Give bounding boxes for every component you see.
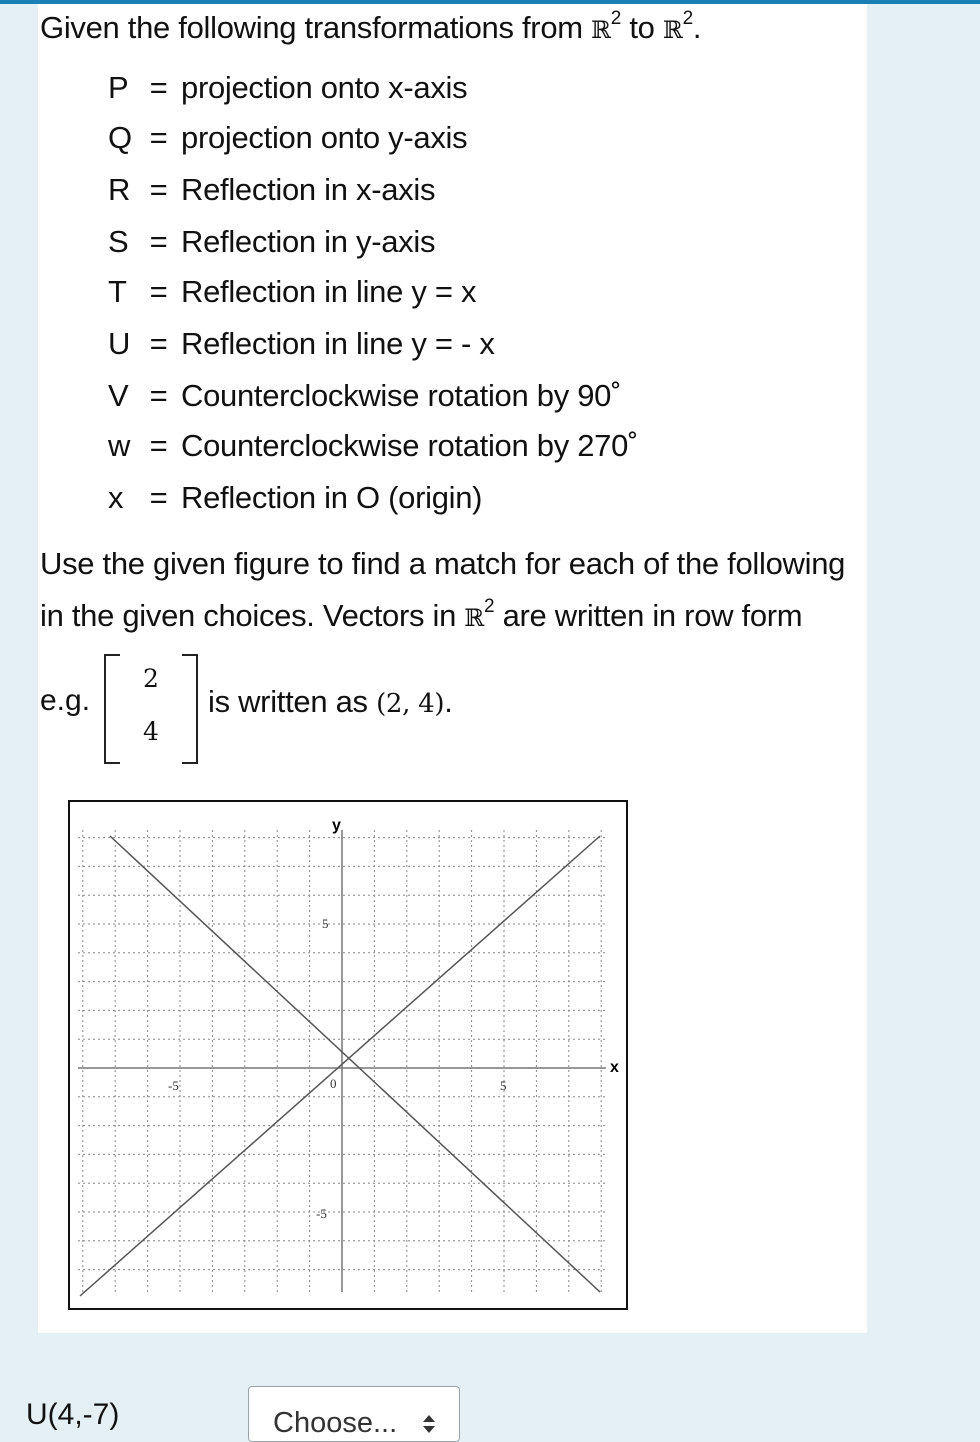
intro-text <box>40 10 701 46</box>
transformation-item <box>108 378 621 418</box>
equals-sign: = <box>149 274 168 309</box>
tick-label-x-neg5: -5 <box>168 1078 179 1093</box>
transformation-description: projection onto y-axis <box>181 120 468 155</box>
transformation-description: Reflection in y-axis <box>181 224 436 259</box>
vector-top-entry: 2 <box>143 664 159 693</box>
transformation-letter: S <box>108 224 129 259</box>
x-axis-label: x <box>610 1059 619 1076</box>
question-panel <box>38 4 867 1333</box>
intro-period: . <box>692 10 702 45</box>
coordinate-plane <box>68 800 628 1310</box>
instructions-text: in the given choices. Vectors in <box>40 598 465 633</box>
transformation-letter: x <box>108 480 124 515</box>
transformation-item <box>108 224 435 264</box>
transformation-letter: T <box>108 274 127 309</box>
equals-sign: = <box>149 70 168 105</box>
question-label: U(4,-7) <box>26 1398 120 1431</box>
tick-label-y-neg5: -5 <box>316 1206 327 1221</box>
transformation-description: Reflection in line y = - x <box>181 326 495 361</box>
origin-label: 0 <box>330 1076 337 1091</box>
instructions-text: are written in row form <box>494 598 803 633</box>
transformation-letter: R <box>108 172 131 207</box>
transformation-item <box>108 274 476 314</box>
y-axis-label: y <box>332 817 341 834</box>
tick-label-x-pos5: 5 <box>500 1078 507 1093</box>
transformation-description: Reflection in x-axis <box>181 172 436 207</box>
transformation-description: Counterclockwise rotation by 90˚ <box>181 378 622 413</box>
transformation-description: Reflection in O (origin) <box>181 480 483 515</box>
equals-sign: = <box>149 326 168 361</box>
figure-border <box>69 801 627 1309</box>
set-symbol: ℝ <box>591 16 611 44</box>
tick-label-y-pos5: 5 <box>322 916 329 931</box>
equals-sign: = <box>149 224 168 259</box>
equals-sign: = <box>149 428 168 463</box>
instructions-line-2 <box>40 598 802 634</box>
transformation-item <box>108 326 495 366</box>
equals-sign: = <box>149 378 168 413</box>
transformation-description: Reflection in line y = x <box>181 274 477 309</box>
exponent: 2 <box>682 8 693 29</box>
example-label: e.g. <box>40 684 91 717</box>
example-text <box>208 684 453 720</box>
example-row-vector: (2, 4) <box>376 689 445 719</box>
transformation-letter: V <box>108 378 129 413</box>
exponent: 2 <box>610 8 622 29</box>
intro-prefix: Given the following transformations from <box>40 10 592 45</box>
equals-sign: = <box>149 172 168 207</box>
answer-select[interactable] <box>248 1386 460 1442</box>
column-vector-example <box>104 654 198 762</box>
equals-sign: = <box>149 120 168 155</box>
vector-bottom-entry: 4 <box>143 717 159 746</box>
set-symbol: ℝ <box>464 604 484 632</box>
transformation-letter: P <box>108 70 129 105</box>
coordinate-figure <box>68 800 628 1310</box>
transformation-item <box>108 70 467 110</box>
select-value: Choose... <box>273 1407 398 1439</box>
transformation-letter: U <box>108 326 131 361</box>
transformation-letter: w <box>108 428 131 463</box>
set-symbol: ℝ <box>662 16 683 44</box>
intro-to: to <box>621 10 663 45</box>
equals-sign: = <box>149 480 168 515</box>
transformation-item <box>108 120 467 160</box>
transformation-item <box>108 172 435 212</box>
instructions-line-1: Use the given figure to find a match for each of the following <box>40 546 846 581</box>
example-phrase: is written as <box>208 684 377 719</box>
example-period: . <box>444 684 453 719</box>
exponent: 2 <box>484 596 495 617</box>
transformation-letter: Q <box>108 120 132 155</box>
updown-chevron-icon <box>421 1413 437 1435</box>
transformation-item <box>108 428 638 468</box>
transformation-description: Counterclockwise rotation by 270˚ <box>181 428 639 463</box>
transformation-description: projection onto x-axis <box>181 70 468 105</box>
transformation-item <box>108 480 482 520</box>
